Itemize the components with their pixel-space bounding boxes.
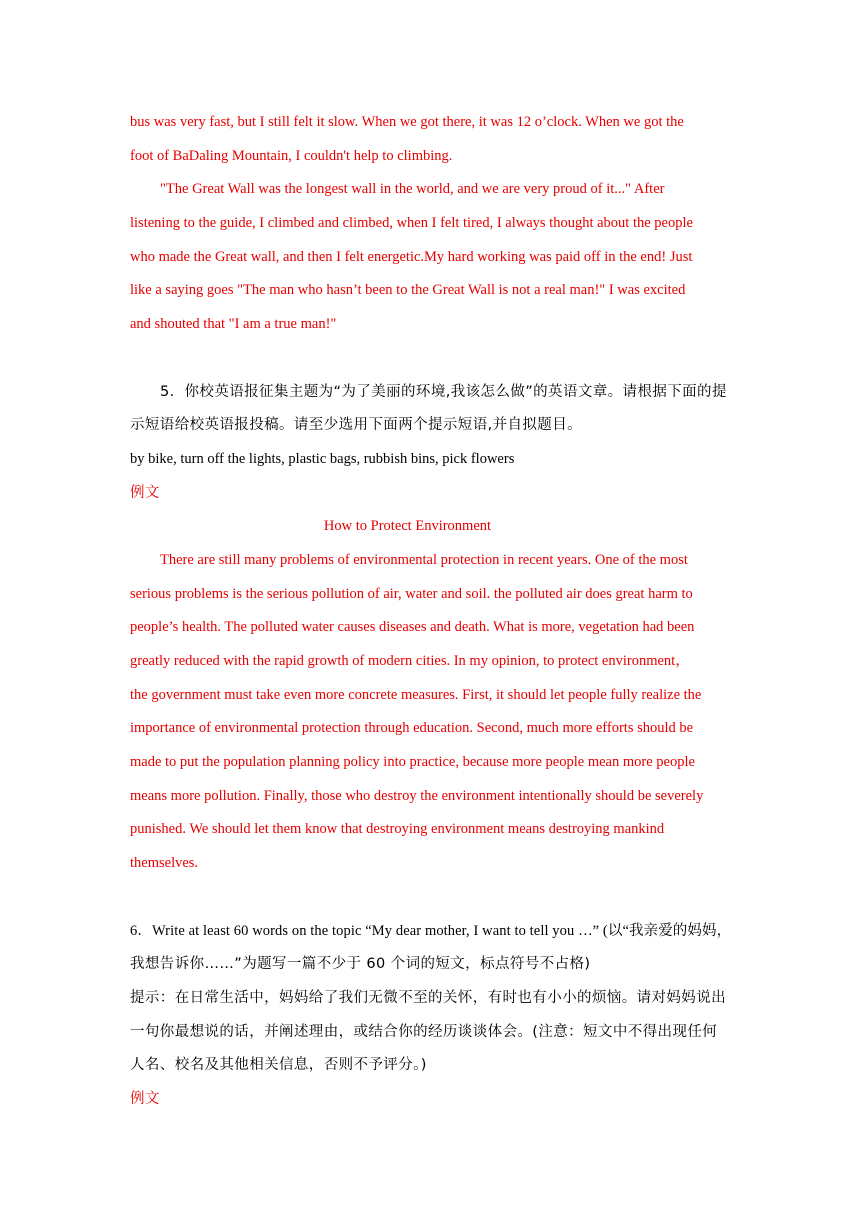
- question6-prompt-line: 提示：在日常生活中，妈妈给了我们无微不至的关怀，有时也有小小的烦恼。请对妈妈说出: [130, 989, 726, 1006]
- question6-prompt-line: 人名、校名及其他相关信息，否则不予评分。): [130, 1057, 427, 1074]
- question5-prompt-line: 5．你校英语报征集主题为“为了美丽的环境,我该怎么做”的英语文章。请根据下面的提: [160, 383, 727, 400]
- essay5-line: means more pollution. Finally, those who destroy the environment intentionally should be severely: [130, 787, 704, 804]
- question6-prompt-line: 我想告诉你……”为题写一篇不少于 60 个词的短文，标点符号不占格): [130, 956, 591, 973]
- essay4-line: like a saying goes "The man who hasn’t been to the Great Wall is not a real man!" I was excited: [130, 282, 686, 299]
- essay5-line: greatly reduced with the rapid growth of modern cities. In my opinion, to protect environment，: [130, 653, 690, 669]
- sample-label: 例文: [130, 1090, 160, 1107]
- essay4-line: listening to the guide, I climbed and climbed, when I felt tired, I always thought about the people: [130, 215, 693, 232]
- document-page: [130, 106, 745, 1117]
- essay4-line: "The Great Wall was the longest wall in the world, and we are very proud of it..." After: [160, 181, 665, 198]
- question5-phrases: by bike, turn off the lights, plastic bags, rubbish bins, pick flowers: [130, 450, 515, 467]
- essay5-line: made to put the population planning policy into practice, because more people mean more people: [130, 754, 695, 771]
- question6-prompt-line: 6．Write at least 60 words on the topic “My dear mother, I want to tell you …” (以“我亲爱的妈妈，: [130, 922, 732, 939]
- essay5-line: serious problems is the serious pollution of air, water and soil. the polluted air does great harm to: [130, 585, 693, 602]
- essay5-line: themselves.: [130, 855, 199, 872]
- spacer: [130, 342, 745, 376]
- essay5-line: There are still many problems of environmental protection in recent years. One of the most: [160, 551, 688, 568]
- essay5-line: people’s health. The polluted water causes diseases and death. What is more, vegetation had been: [130, 619, 695, 636]
- sample-label: 例文: [130, 484, 160, 501]
- essay5-title: How to Protect Environment: [323, 518, 492, 535]
- essay5-line: punished. We should let them know that destroying environment means destroying mankind: [130, 821, 665, 838]
- essay4-line: foot of BaDaling Mountain, I couldn't help to climbing.: [130, 147, 453, 164]
- spacer: [130, 881, 745, 915]
- essay4-line: who made the Great wall, and then I felt energetic.My hard working was paid off in the end! Just: [130, 248, 693, 265]
- question6-prompt-line: 一句你最想说的话，并阐述理由，或结合你的经历谈谈体会。(注意：短文中不得出现任何: [130, 1023, 718, 1040]
- essay5-line: importance of environmental protection through education. Second, much more efforts should be: [130, 720, 694, 737]
- essay4-line: and shouted that "I am a true man!": [130, 316, 337, 333]
- essay5-line: the government must take even more concrete measures. First, it should let people fully realize the: [130, 686, 702, 703]
- question5-prompt-line: 示短语给校英语报投稿。请至少选用下面两个提示短语,并自拟题目。: [130, 417, 583, 434]
- essay4-line: bus was very fast, but I still felt it slow. When we got there, it was 12 o’clock. When we got the: [130, 114, 684, 130]
